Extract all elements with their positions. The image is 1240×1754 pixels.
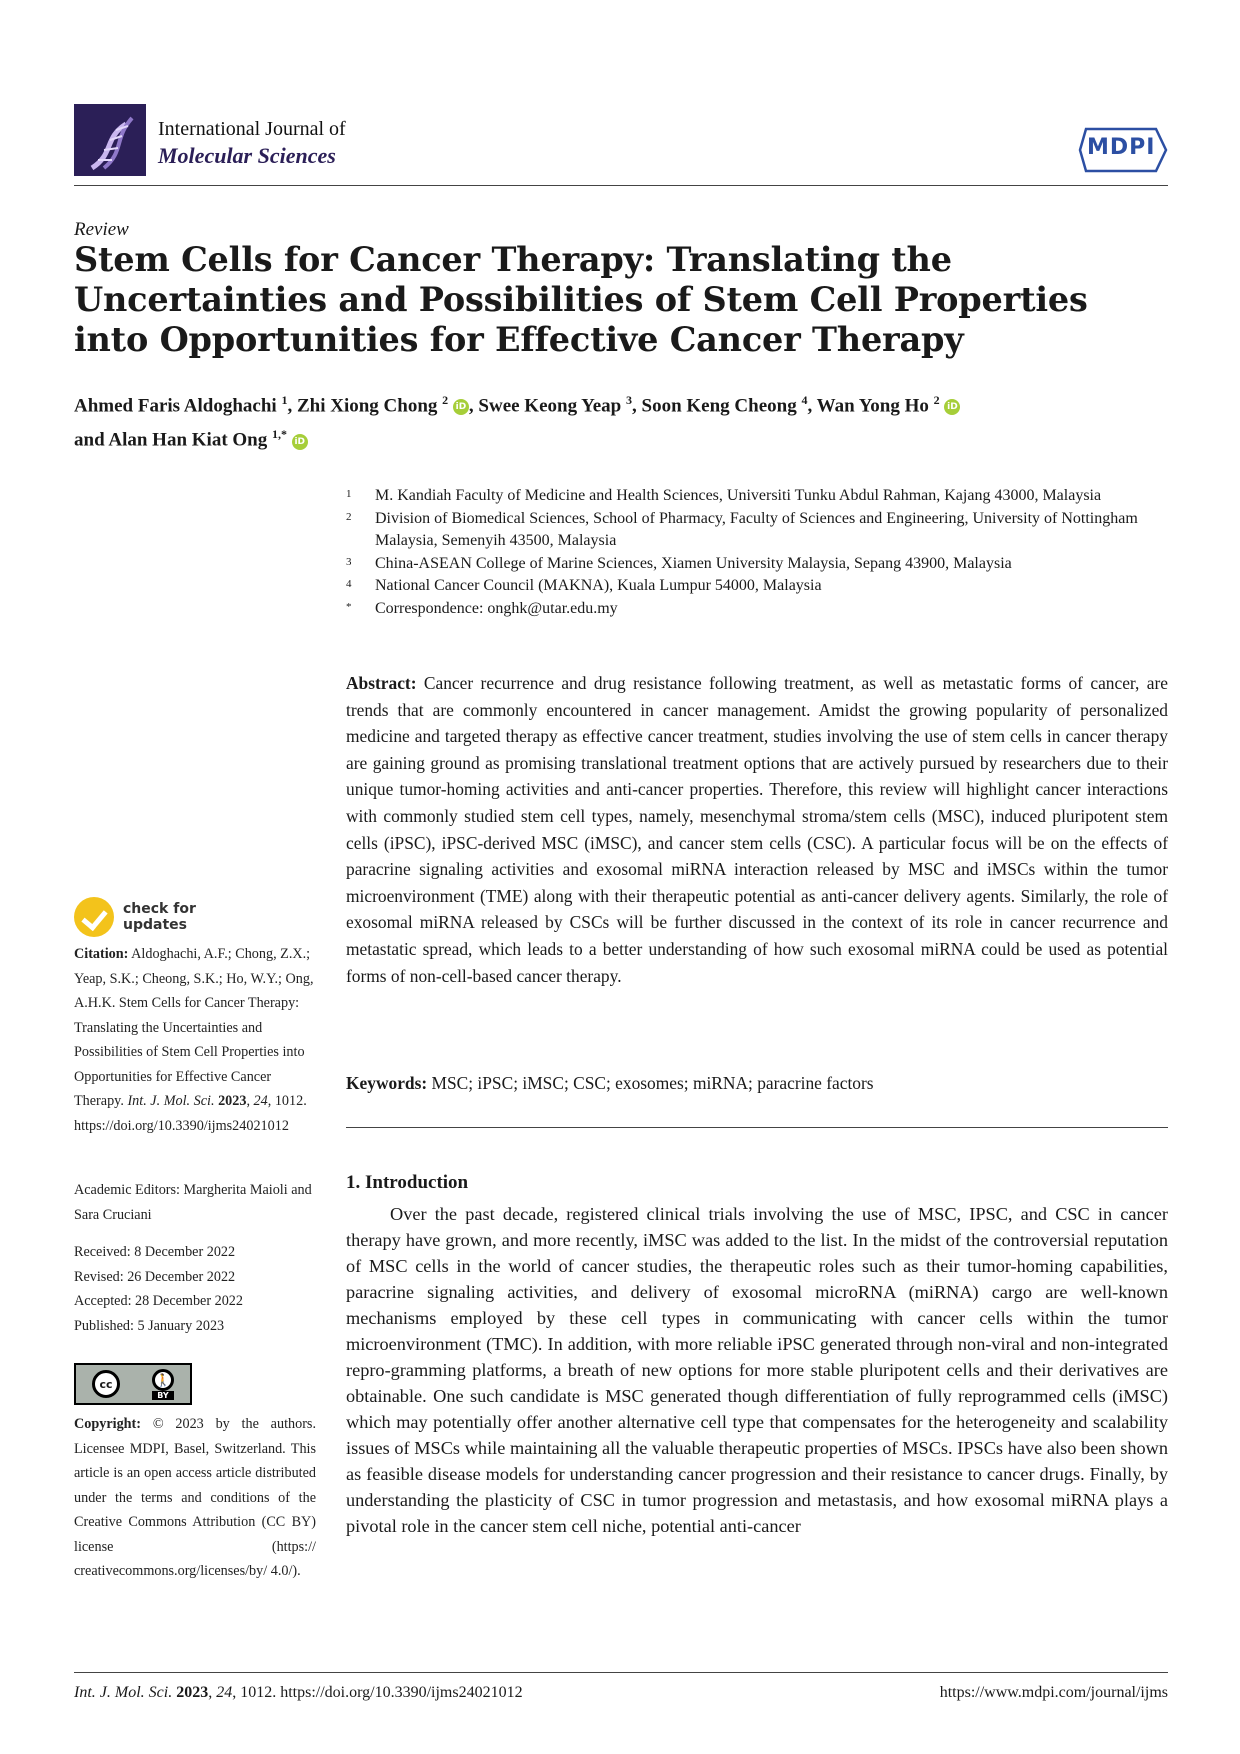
journal-logo — [74, 104, 146, 176]
affiliation-item: 1 M. Kandiah Faculty of Medicine and Health Sciences, Universiti Tunku Abdul Rahman, Kajang 43000, Malaysia — [346, 487, 1102, 504]
cc-by-license-badge[interactable] — [74, 1363, 192, 1405]
by-label: BY — [152, 1391, 173, 1400]
journal-name-line2: Molecular Sciences — [158, 143, 336, 168]
author-affil-sup: 4 — [801, 393, 808, 407]
footer-year: 2023 — [176, 1684, 209, 1701]
copyright-notice — [74, 1412, 316, 1584]
author-name: Soon Keng Cheong — [641, 395, 797, 417]
article-dates — [74, 1240, 316, 1339]
journal-name-line1: International Journal of — [158, 118, 346, 140]
correspondence-item: * Correspondence: onghk@utar.edu.my — [346, 599, 618, 617]
academic-editors: Academic Editors: Margherita Maioli and Sara Cruciani — [74, 1182, 312, 1223]
accepted-date: Accepted: 28 December 2022 — [74, 1293, 243, 1310]
affiliations — [346, 485, 1168, 620]
check-updates-line1: check for — [123, 901, 196, 917]
copyright-label: Copyright: — [74, 1416, 141, 1432]
citation-year: 2023 — [218, 1093, 247, 1109]
author-list: Ahmed Faris Aldoghachi $^1$, Zhi Xiong Chong $^2$ iD , Swee Keong Yeap $^3$, Soon Keng Cheong $^4$, Wan Yong Ho $^2$ iD and Alan Han Kiat Ong $^{1,*}$ iD — [74, 386, 1168, 455]
mdpi-logo-text: MDPI — [1087, 135, 1156, 160]
creative-commons-icon: cc — [92, 1370, 120, 1398]
affiliation-item: 2 Division of Biomedical Sciences, School of Pharmacy, Faculty of Sciences and Engineering, University of Nottingham Malaysia, Semenyih 43500, Malaysia — [346, 509, 1138, 549]
author-affil-sup: 1,* — [272, 427, 287, 442]
keywords-text: MSC; iPSC; iMSC; CSC; exosomes; miRNA; paracrine factors — [431, 1073, 874, 1093]
citation-volume: 24 — [253, 1093, 268, 1109]
author-affil-sup: 3 — [626, 393, 632, 407]
orcid-icon[interactable]: iD — [292, 434, 308, 450]
section-divider — [346, 1127, 1168, 1128]
header-divider — [74, 185, 1168, 186]
citation-label: Citation: — [74, 946, 129, 962]
footer-divider — [74, 1672, 1168, 1673]
footer-journal-url[interactable]: https://www.mdpi.com/journal/ijms — [939, 1684, 1168, 1701]
author-name: Swee Keong Yeap — [478, 395, 622, 417]
keywords — [346, 1070, 1168, 1097]
abstract-label: Abstract: — [346, 673, 417, 693]
author-affil-sup: 1 — [281, 393, 288, 407]
affiliation-item: 3 China-ASEAN College of Marine Sciences, Xiamen University Malaysia, Sepang 43900, Malaysia — [346, 554, 1012, 572]
introduction-body — [346, 1201, 1168, 1539]
article-type: Review — [74, 219, 129, 240]
revised-date: Revised: 26 December 2022 — [74, 1268, 236, 1285]
copyright-text: © 2023 by the authors. Licensee MDPI, Basel, Switzerland. This article is an open access article distributed under the terms and conditions of the Creative Commons Attribution (CC BY) license (https:// creativecommons.org/licenses/by/ 4.0/). — [74, 1416, 316, 1579]
footer-doi[interactable]: , 1012. https://doi.org/10.3390/ijms24021012 — [232, 1684, 523, 1701]
dna-helix-icon — [74, 104, 146, 176]
orcid-icon[interactable]: iD — [453, 399, 469, 415]
citation-journal: Int. J. Mol. Sci. — [127, 1093, 215, 1109]
checkmark-icon — [74, 897, 114, 937]
author-affil-sup: 2 — [442, 393, 449, 407]
footer-volume: 24 — [216, 1684, 233, 1701]
citation-doi[interactable]: , 1012. https://doi.org/10.3390/ijms24021012 — [74, 1093, 307, 1134]
abstract-text: Cancer recurrence and drug resistance following treatment, as well as metastatic forms of cancer, are trends that are commonly encountered in cancer management. Amidst the growing popularity of personalized medicine and targeted therapy as effective cancer treatment, studies involving the use of stem cells in cancer therapy are gaining ground as promising translational treatment options that are actively pursued by researchers due to their unique tumor-homing activities and anti-cancer properties. Therefore, this review will highlight cancer interactions with commonly studied stem cell types, namely, mesenchymal stroma/stem cells (MSC), induced pluripotent stem cells (iPSC), iPSC-derived MSC (iMSC), and cancer stem cells (CSC). A particular focus will be on the effects of paracrine signaling activities and exosomal miRNA interaction released by MSC and iMSCs within the tumor microenvironment (TME) along with their therapeutic potential as anti-cancer delivery agents. Similarly, the role of exosomal miRNA released by CSCs will be further discussed in the context of its role in cancer recurrence and metastatic spread, which leads to a better understanding of how such exosomal miRNA could be used as potential forms of non-cell-based cancer therapy. — [346, 673, 1168, 986]
orcid-icon[interactable]: iD — [944, 399, 960, 415]
author-name: Zhi Xiong Chong — [296, 395, 438, 417]
citation-block: Citation: Aldoghachi, A.F.; Chong, Z.X.; Yeap, S.K.; Cheong, S.K.; Ho, W.Y.; Ong, A.H.K. Stem Cells for Cancer Therapy: Translating the Uncertainties and Possibilities of Stem Cell Properties into Opportunities for Effective Cancer Therapy. Int. J. Mol. Sci. 2023, 24, 1012. https://doi.org/10.3390/ijms24021012 — [74, 946, 314, 1134]
published-date: Published: 5 January 2023 — [74, 1318, 225, 1335]
paragraph: Over the past decade, registered clinical trials involving the use of MSC, IPSC, and CSC in cancer therapy have grown, and more recently, iMSC was added to the list. In the midst of the controversial reputation of MSC cells in the world of cancer studies, the therapeutic roles such as their tumor-homing capabilities, paracrine signaling activities, and delivery of exosomal microRNA (miRNA) cargo are well-known mechanisms employed by these cell types in communicating with cancer cells within the tumor microenvironment (TMC). In addition, with more reliable iPSC generated through non-viral and non-integrated repro-gramming platforms, a breath of new options for more stable pluripotent cells and their derivatives are obtainable. One such candidate is MSC generated though differentiation of fully reprogrammed cells (iMSC) which may potentially offer another alternative cell type that compensates for the heterogeneity and scalability issues of MSCs while maintaining all the valuable therapeutic properties of MSCs. IPSCs have also been shown as feasible disease models for understanding cancer progression and their resistance to cancer drugs. Finally, by understanding the plasticity of CSC in tumor progression and metastasis, and how exosomal miRNA plays a pivotal role in the cancer stem cell niche, potential anti-cancer — [346, 1204, 1168, 1536]
author-name: Wan Yong Ho — [816, 395, 929, 417]
article-title: Stem Cells for Cancer Therapy: Translating the Uncertainties and Possibilities of Stem Cell Properties into Opportunities for Effective Cancer Therapy — [74, 240, 1088, 359]
mdpi-logo[interactable] — [1078, 125, 1168, 175]
attribution-person-icon: 🚶 — [152, 1369, 174, 1391]
received-date: Received: 8 December 2022 — [74, 1244, 236, 1260]
abstract — [346, 670, 1168, 989]
author-name: Alan Han Kiat Ong — [108, 429, 268, 451]
check-updates-line2: updates — [123, 917, 187, 933]
affiliation-item: 4 National Cancer Council (MAKNA), Kuala Lumpur 54000, Malaysia — [346, 577, 822, 594]
author-affil-sup: 2 — [933, 393, 940, 407]
citation-text: Aldoghachi, A.F.; Chong, Z.X.; Yeap, S.K.; Cheong, S.K.; Ho, W.Y.; Ong, A.H.K. Stem Cells for Cancer Therapy: Translating the Uncertainties and Possibilities of Stem Cell Properties into Opportunities for Effective Cancer Therapy. — [74, 946, 314, 1109]
footer-journal: Int. J. Mol. Sci. — [74, 1684, 173, 1701]
keywords-label: Keywords: — [346, 1073, 428, 1093]
author-name: Ahmed Faris Aldoghachi — [74, 395, 277, 417]
footer-citation: Int. J. Mol. Sci. 2023, 24, 1012. https://doi.org/10.3390/ijms24021012 — [74, 1684, 523, 1701]
section-heading-introduction: 1. Introduction — [346, 1172, 469, 1193]
check-for-updates-badge[interactable] — [74, 895, 294, 939]
